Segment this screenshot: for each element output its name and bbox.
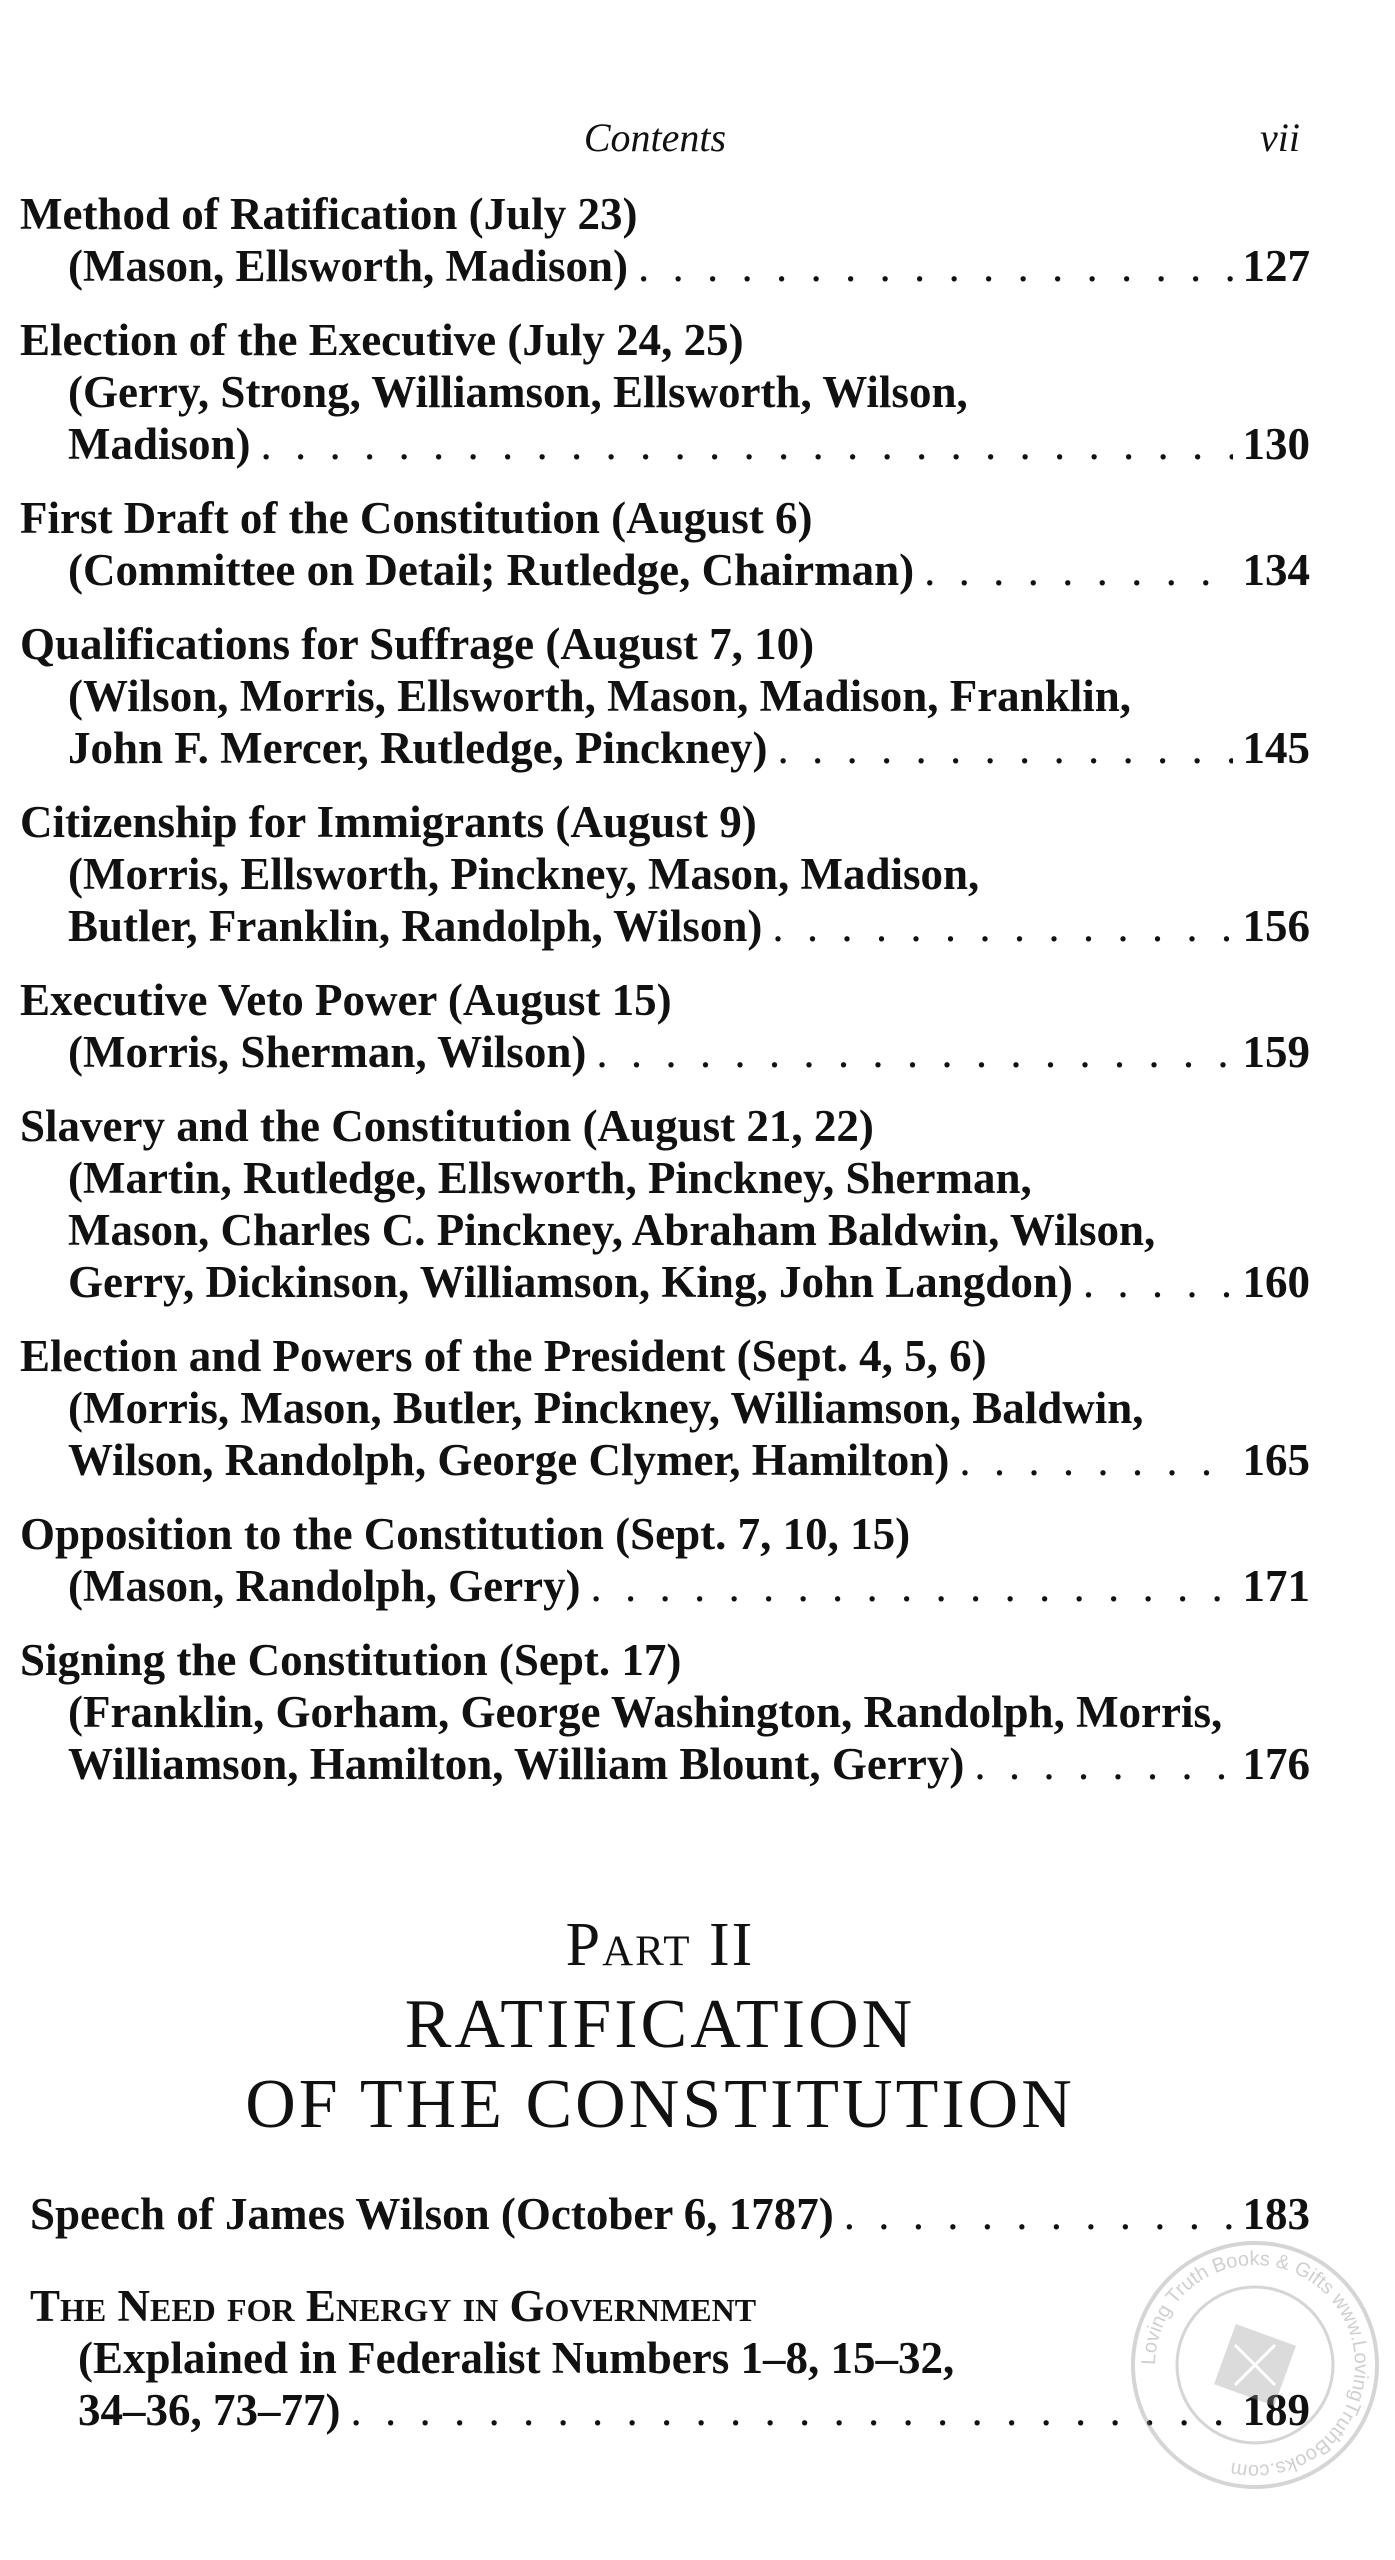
toc-page-number: 159 bbox=[1242, 1027, 1310, 1077]
dot-leader bbox=[1083, 1256, 1233, 1308]
toc-entry-last-line bbox=[20, 1434, 1310, 1486]
toc-page-number: 171 bbox=[1242, 1561, 1310, 1611]
toc-entry bbox=[20, 314, 1310, 470]
toc-entry-subtitle: (Explained in Federalist Numbers 1–8, 15–32, bbox=[78, 2333, 955, 2383]
toc-entry bbox=[20, 188, 1310, 292]
toc-entry-last-line bbox=[30, 2188, 1310, 2240]
toc-page-number: 130 bbox=[1242, 419, 1310, 469]
page-folio: vii bbox=[1260, 115, 1300, 160]
part-heading bbox=[0, 1905, 1320, 2145]
part-label: Part II bbox=[565, 1911, 755, 1979]
toc-entry-title: Signing the Constitution (Sept. 17) bbox=[20, 1635, 682, 1685]
dot-leader bbox=[924, 544, 1232, 596]
toc-page-number: 134 bbox=[1242, 545, 1310, 595]
toc-entry-title: Election of the Executive (July 24, 25) bbox=[20, 315, 744, 365]
toc-entry bbox=[30, 2188, 1310, 2240]
toc-entry-last-line bbox=[20, 1738, 1310, 1790]
toc-entry-title: Opposition to the Constitution (Sept. 7, 10, 15) bbox=[20, 1509, 911, 1559]
part-contents-list bbox=[30, 2188, 1310, 2476]
toc-entry bbox=[20, 1330, 1310, 1486]
toc-page-number: 165 bbox=[1242, 1435, 1310, 1485]
toc-entry-last-line bbox=[20, 1026, 1310, 1078]
toc-entry bbox=[20, 1508, 1310, 1612]
toc-entry bbox=[20, 1100, 1310, 1308]
toc-entry-title: Slavery and the Constitution (August 21, 22) bbox=[20, 1101, 874, 1151]
toc-entry bbox=[20, 492, 1310, 596]
toc-entry-title: Speech of James Wilson (October 6, 1787) bbox=[30, 2189, 834, 2239]
toc-entry-title: Qualifications for Suffrage (August 7, 10) bbox=[20, 619, 815, 669]
watermark-text: Loving Truth Books & Gifts www.LovingTruthBooks.com bbox=[1137, 2247, 1373, 2483]
toc-entry-last-line bbox=[30, 2384, 1310, 2436]
toc-page-number: 156 bbox=[1242, 901, 1310, 951]
dot-leader bbox=[974, 1738, 1232, 1790]
part-title-line: OF THE CONSTITUTION bbox=[245, 2066, 1075, 2143]
toc-entry-last-line bbox=[20, 1256, 1310, 1308]
dot-leader bbox=[638, 240, 1232, 292]
toc-entry-participants: Madison) bbox=[68, 419, 251, 469]
toc-entry-last-line bbox=[20, 722, 1310, 774]
toc-entry-last-line bbox=[20, 544, 1310, 596]
running-head bbox=[0, 108, 1395, 168]
toc-entry-participants: (Gerry, Strong, Williamson, Ellsworth, Wilson, bbox=[68, 367, 968, 417]
toc-entry-last-line bbox=[20, 240, 1310, 292]
toc-entry-title: Method of Ratification (July 23) bbox=[20, 189, 638, 239]
toc-entry-title: Citizenship for Immigrants (August 9) bbox=[20, 797, 757, 847]
toc-entry-participants: (Morris, Mason, Butler, Pinckney, Williamson, Baldwin, bbox=[68, 1383, 1144, 1433]
toc-entry-participants: (Committee on Detail; Rutledge, Chairman) bbox=[68, 545, 915, 595]
toc-page-number: 160 bbox=[1242, 1257, 1310, 1307]
toc-entry-title: The Need for Energy in Government bbox=[30, 2281, 757, 2331]
toc-entry bbox=[20, 1634, 1310, 1790]
toc-entry-participants: (Mason, Ellsworth, Madison) bbox=[68, 241, 629, 291]
dot-leader bbox=[772, 900, 1232, 952]
toc-page-number: 183 bbox=[1242, 2189, 1310, 2239]
toc-entry-last-line bbox=[20, 418, 1310, 470]
toc-entry-participants: John F. Mercer, Rutledge, Pinckney) bbox=[68, 723, 768, 773]
part-title-line: RATIFICATION bbox=[404, 1986, 916, 2063]
toc-page-number: 189 bbox=[1242, 2385, 1310, 2435]
dot-leader bbox=[261, 418, 1233, 470]
toc-entry bbox=[20, 618, 1310, 774]
toc-entry-participants: (Mason, Randolph, Gerry) bbox=[68, 1561, 581, 1611]
toc-entry-title: Election and Powers of the President (Sept. 4, 5, 6) bbox=[20, 1331, 987, 1381]
toc-page-number: 176 bbox=[1242, 1739, 1310, 1789]
dot-leader bbox=[596, 1026, 1232, 1078]
dot-leader bbox=[778, 722, 1233, 774]
toc-page-number: 145 bbox=[1242, 723, 1310, 773]
dot-leader bbox=[351, 2384, 1233, 2436]
toc-entry bbox=[30, 2280, 1310, 2436]
toc-entry-participants: (Morris, Sherman, Wilson) bbox=[68, 1027, 587, 1077]
dot-leader bbox=[591, 1560, 1233, 1612]
contents-list bbox=[20, 188, 1310, 1812]
toc-entry-subtitle: 34–36, 73–77) bbox=[78, 2385, 341, 2435]
toc-entry-participants: (Morris, Ellsworth, Pinckney, Mason, Madison, bbox=[68, 849, 980, 899]
toc-entry bbox=[20, 796, 1310, 952]
toc-entry-last-line bbox=[20, 900, 1310, 952]
toc-entry-participants: Wilson, Randolph, George Clymer, Hamilton) bbox=[68, 1435, 950, 1485]
dot-leader bbox=[959, 1434, 1232, 1486]
toc-entry-participants: (Wilson, Morris, Ellsworth, Mason, Madison, Franklin, bbox=[68, 671, 1132, 721]
toc-entry-participants: (Franklin, Gorham, George Washington, Randolph, Morris, bbox=[68, 1687, 1223, 1737]
dot-leader bbox=[844, 2188, 1233, 2240]
toc-entry-participants: (Martin, Rutledge, Ellsworth, Pinckney, Sherman, bbox=[68, 1153, 1032, 1203]
toc-entry-participants: Gerry, Dickinson, Williamson, King, John Langdon) bbox=[68, 1257, 1073, 1307]
toc-entry-title: First Draft of the Constitution (August 6) bbox=[20, 493, 813, 543]
toc-entry-participants: Williamson, Hamilton, William Blount, Gerry) bbox=[68, 1739, 965, 1789]
running-head-title: Contents bbox=[583, 115, 727, 160]
watermark-stamp-icon bbox=[1125, 2235, 1385, 2495]
toc-entry-participants: Butler, Franklin, Randolph, Wilson) bbox=[68, 901, 763, 951]
toc-page-number: 127 bbox=[1242, 241, 1310, 291]
toc-entry-participants: Mason, Charles C. Pinckney, Abraham Baldwin, Wilson, bbox=[68, 1205, 1156, 1255]
toc-entry-title: Executive Veto Power (August 15) bbox=[20, 975, 672, 1025]
toc-entry bbox=[20, 974, 1310, 1078]
toc-entry-last-line bbox=[20, 1560, 1310, 1612]
